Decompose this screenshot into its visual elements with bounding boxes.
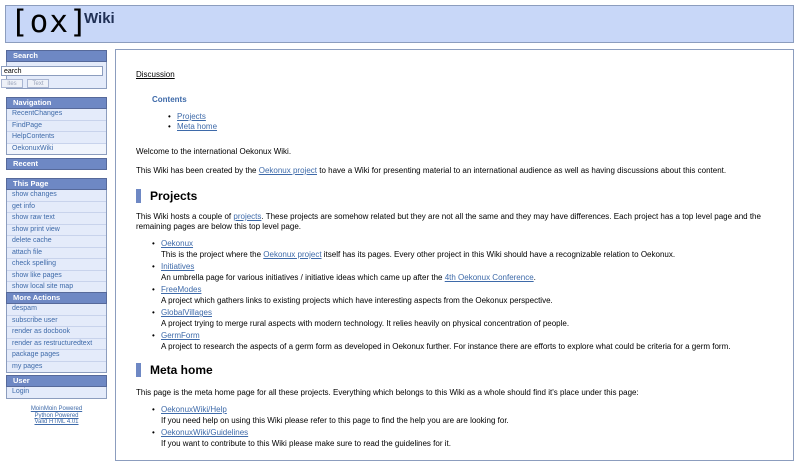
project-initiatives-desc	[161, 273, 536, 283]
nav-item-recentchanges[interactable]: RecentChanges	[12, 110, 63, 117]
project-initiatives-link[interactable]: • Initiatives	[161, 262, 194, 272]
meta-home-heading: Meta home	[136, 363, 213, 377]
navigation-panel-title: Navigation	[6, 97, 107, 109]
user-panel	[6, 375, 107, 399]
nav-item-findpage[interactable]: FindPage	[7, 120, 106, 132]
projects-link[interactable]: projects	[233, 212, 262, 221]
nav-item-helpcontents[interactable]: HelpContents	[7, 131, 106, 143]
project-oekonux-desc-end: itself has its pages. Every other project in this Wiki should have a recognizable relation to Oekonux.	[321, 250, 676, 259]
login-link[interactable]: Login	[12, 388, 30, 395]
recent-panel	[6, 158, 107, 170]
more-actions-panel	[6, 292, 107, 373]
this-page-panel	[6, 178, 107, 294]
footer-badges	[6, 406, 107, 426]
project-freemodes-link[interactable]: • FreeModes	[161, 285, 201, 295]
search-input[interactable]: earch	[1, 66, 103, 76]
search-panel	[6, 50, 107, 89]
action-get-info[interactable]: get info	[7, 201, 106, 213]
nav-item-oekonuxwiki[interactable]: OekonuxWiki	[7, 143, 106, 155]
projects-intro-start: This Wiki hosts a couple of	[136, 212, 234, 221]
help-page-link[interactable]: • OekonuxWiki/Help	[161, 405, 227, 415]
intro-text-end: to have a Wiki for presenting material to an international audience as well as having discussions about this content.	[317, 166, 727, 175]
action-package-pages[interactable]: package pages	[7, 349, 106, 361]
discussion-link[interactable]: Discussion	[136, 70, 175, 79]
oekonux-project-link-2[interactable]: Oekonux project	[263, 250, 322, 259]
titles-search-button[interactable]: ites	[1, 79, 23, 88]
navigation-panel	[6, 97, 107, 155]
moinmoin-powered-link[interactable]: MoinMoin Powered	[30, 406, 83, 412]
projects-intro-line2: remaining pages are below this top level page.	[136, 222, 301, 231]
more-actions-list	[6, 304, 107, 373]
site-title[interactable]: Wiki	[84, 10, 115, 27]
search-panel-title: Search	[6, 50, 107, 62]
meta-home-intro: This page is the meta home page for all these projects. Everything which belongs to this Wiki as a whole should find it's place under this page:	[136, 388, 639, 397]
action-check-spelling[interactable]: check spelling	[7, 258, 106, 270]
main-content	[115, 49, 794, 461]
action-delete-cache[interactable]: delete cache	[7, 235, 106, 247]
project-oekonux-desc-start: This is the project where the	[161, 250, 264, 259]
more-actions-panel-title: More Actions	[6, 292, 107, 304]
intro-paragraph	[136, 166, 726, 176]
site-logo[interactable]: [ox]	[10, 4, 89, 40]
action-show-like-pages[interactable]: show like pages	[7, 270, 106, 282]
valid-html-link[interactable]: Valid HTML 4.01	[34, 419, 79, 425]
project-globalvillages-desc: A project trying to merge rural aspects with modern technology. It relies heavily on physical concentration of people.	[161, 319, 570, 328]
project-initiatives-desc-end: .	[533, 273, 536, 282]
action-render-docbook[interactable]: render as docbook	[7, 326, 106, 338]
project-oekonux-link[interactable]: • Oekonux	[161, 239, 193, 249]
navigation-list	[6, 109, 107, 155]
projects-intro	[136, 212, 776, 232]
oekonux-project-link[interactable]: Oekonux project	[258, 166, 317, 175]
guidelines-page-desc: If you want to contribute to this Wiki please make sure to read the guidelines for it.	[161, 439, 451, 448]
action-despam[interactable]: despam	[12, 305, 37, 312]
conference-link[interactable]: 4th Oekonux Conference	[444, 273, 534, 282]
action-show-local-site-map[interactable]: show local site map	[7, 281, 106, 293]
action-attach-file[interactable]: attach file	[7, 247, 106, 259]
projects-heading: Projects	[136, 189, 197, 203]
project-globalvillages-link[interactable]: • GlobalVillages	[161, 308, 212, 318]
toc-title: Contents	[152, 95, 187, 104]
project-initiatives-desc-start: An umbrella page for various initiatives / initiative ideas which came up after the	[161, 273, 445, 282]
recent-panel-title: Recent	[6, 158, 107, 170]
project-oekonux-desc	[161, 250, 675, 260]
project-germform-desc: A project to research the aspects of a germ form as developed in Oekonux further. For instance there are efforts to explore what could be criteria for a germ form.	[161, 342, 731, 351]
action-subscribe-user[interactable]: subscribe user	[7, 315, 106, 327]
intro-text-start: This Wiki has been created by the	[136, 166, 259, 175]
projects-intro-end: . These projects are somehow related but they are not all the same and they may have differences. Each project has a top level page and the	[261, 212, 761, 221]
project-germform-link[interactable]: • GermForm	[161, 331, 200, 341]
welcome-text: Welcome to the international Oekonux Wiki.	[136, 147, 292, 156]
user-panel-title: User	[6, 375, 107, 387]
action-my-pages[interactable]: my pages	[7, 361, 106, 373]
this-page-panel-title: This Page	[6, 178, 107, 190]
action-show-raw-text[interactable]: show raw text	[7, 212, 106, 224]
toc-item-meta-home[interactable]: • Meta home	[177, 122, 217, 132]
text-search-button[interactable]: Text	[27, 79, 49, 88]
this-page-list	[6, 190, 107, 294]
python-powered-link[interactable]: Python Powered	[34, 412, 79, 419]
user-list	[6, 387, 107, 399]
help-page-desc: If you need help on using this Wiki please refer to this page to find the help you are are looking for.	[161, 416, 509, 425]
site-header	[5, 5, 794, 43]
action-show-changes[interactable]: show changes	[12, 191, 57, 198]
guidelines-page-link[interactable]: • OekonuxWiki/Guidelines	[161, 428, 248, 438]
search-panel-body	[6, 62, 107, 89]
action-show-print-view[interactable]: show print view	[7, 224, 106, 236]
action-render-restructuredtext[interactable]: render as restructuredtext	[7, 338, 106, 350]
project-freemodes-desc: A project which gathers links to existing projects which have interesting aspects from the Oekonux perspective.	[161, 296, 553, 305]
toc-item-projects[interactable]: • Projects	[177, 112, 206, 122]
